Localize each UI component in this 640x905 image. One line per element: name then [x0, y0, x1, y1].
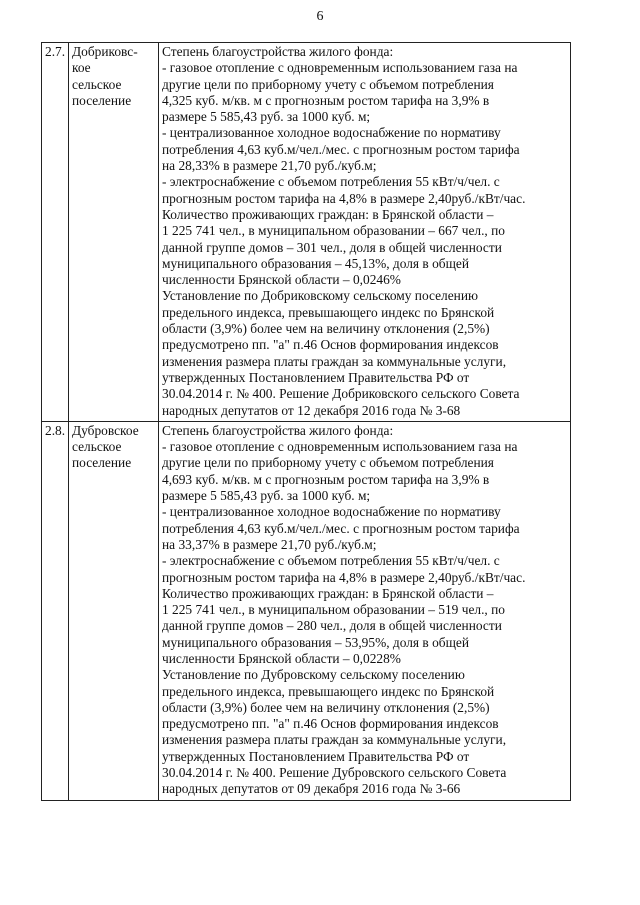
settlements-table: [41, 42, 571, 801]
settlement-name-line: Добриковс-: [72, 44, 138, 59]
description-line: данной группе домов – 280 чел., доля в общей численности: [162, 618, 502, 634]
description-line: Степень благоустройства жилого фонда:: [162, 44, 394, 59]
description-line: предусмотрено пп. "а" п.46 Основ формирования индексов: [162, 337, 499, 353]
description-line: - газовое отопление с одновременным использованием газа на: [162, 439, 518, 455]
description-line: 30.04.2014 г. № 400. Решение Добриковского сельского Совета: [162, 386, 520, 402]
description-line: - электроснабжение с объемом потребления 55 кВт/ч/чел. с: [162, 553, 500, 569]
description-line: предельного индекса, превышающего индекс по Брянской: [162, 304, 495, 320]
description-line: Установление по Добриковскому сельскому поселению: [162, 288, 479, 304]
settlement-name-line: Дубровское: [72, 422, 139, 438]
settlement-name-line: поселение: [72, 92, 132, 108]
page-number: 6: [316, 9, 324, 24]
description-line: - электроснабжение с объемом потребления 55 кВт/ч/чел. с: [162, 174, 500, 190]
description-line: предельного индекса, превышающего индекс по Брянской: [162, 683, 495, 699]
description-line: численности Брянской области – 0,0228%: [162, 650, 401, 666]
description-line: другие цели по приборному учету с объемом потребления: [162, 455, 494, 471]
settlement-name-line: поселение: [72, 455, 132, 471]
description-line: 1 225 741 чел., в муниципальном образовании – 667 чел., по: [162, 223, 505, 239]
settlement-name-line: сельское: [72, 76, 122, 92]
description-line: муниципального образования – 45,13%, доля в общей: [162, 255, 470, 271]
row-number: 2.8.: [42, 421, 69, 800]
description-line: - централизованное холодное водоснабжение по нормативу: [162, 504, 501, 520]
description-line: 4,693 куб. м/кв. м с прогнозным ростом тарифа на 3,9% в: [162, 471, 490, 487]
settlement-name: [69, 421, 159, 800]
description-line: прогнозным ростом тарифа на 4,8% в размере 2,40руб./кВт/час.: [162, 190, 526, 206]
description-line: - централизованное холодное водоснабжение по нормативу: [162, 125, 501, 141]
description-line: потребления 4,63 куб.м/чел./мес. с прогнозным ростом тарифа: [162, 141, 520, 157]
description-line: на 28,33% в размере 21,70 руб./куб.м;: [162, 158, 377, 174]
description-line: народных депутатов от 12 декабря 2016 года № 3-68: [162, 402, 461, 418]
description-line: потребления 4,63 куб.м/чел./мес. с прогнозным ростом тарифа: [162, 520, 520, 536]
description-line: предусмотрено пп. "а" п.46 Основ формирования индексов: [162, 716, 499, 732]
description-line: 4,325 куб. м/кв. м с прогнозным ростом тарифа на 3,9% в: [162, 92, 490, 108]
description-line: численности Брянской области – 0,0246%: [162, 272, 401, 288]
description-line: Количество проживающих граждан: в Брянской области –: [162, 585, 494, 601]
table-row: [42, 421, 571, 800]
description-line: размере 5 585,43 руб. за 1000 куб. м;: [162, 488, 371, 504]
description-line: утвержденных Постановлением Правительства РФ от: [162, 748, 470, 764]
description-line: другие цели по приборному учету с объемом потребления: [162, 76, 494, 92]
description-line: Степень благоустройства жилого фонда:: [162, 422, 394, 438]
settlement-name-line: сельское: [72, 439, 122, 455]
table-body: [42, 43, 571, 801]
description-line: утвержденных Постановлением Правительства РФ от: [162, 369, 470, 385]
settlement-description: [159, 421, 571, 800]
description-line: на 33,37% в размере 21,70 руб./куб.м;: [162, 536, 377, 552]
row-number: 2.7.: [42, 43, 69, 422]
description-line: размере 5 585,43 руб. за 1000 куб. м;: [162, 109, 371, 125]
settlement-name: [69, 43, 159, 422]
description-line: 30.04.2014 г. № 400. Решение Дубровского сельского Совета: [162, 765, 507, 781]
description-line: народных депутатов от 09 декабря 2016 года № 3-66: [162, 781, 461, 797]
settlement-description: [159, 43, 571, 422]
description-line: 1 225 741 чел., в муниципальном образовании – 519 чел., по: [162, 602, 505, 618]
description-line: прогнозным ростом тарифа на 4,8% в размере 2,40руб./кВт/час.: [162, 569, 526, 585]
description-line: муниципального образования – 53,95%, доля в общей: [162, 634, 470, 650]
description-line: области (3,9%) более чем на величину отклонения (2,5%): [162, 321, 490, 337]
description-line: области (3,9%) более чем на величину отклонения (2,5%): [162, 699, 490, 715]
table-row: [42, 43, 571, 422]
description-line: Установление по Дубровскому сельскому поселению: [162, 667, 465, 683]
description-line: - газовое отопление с одновременным использованием газа на: [162, 60, 518, 76]
description-line: данной группе домов – 301 чел., доля в общей численности: [162, 239, 502, 255]
description-line: Количество проживающих граждан: в Брянской области –: [162, 206, 494, 222]
description-line: изменения размера платы граждан за коммунальные услуги,: [162, 732, 507, 748]
settlement-name-line: кое: [72, 60, 91, 76]
description-line: изменения размера платы граждан за коммунальные услуги,: [162, 353, 507, 369]
